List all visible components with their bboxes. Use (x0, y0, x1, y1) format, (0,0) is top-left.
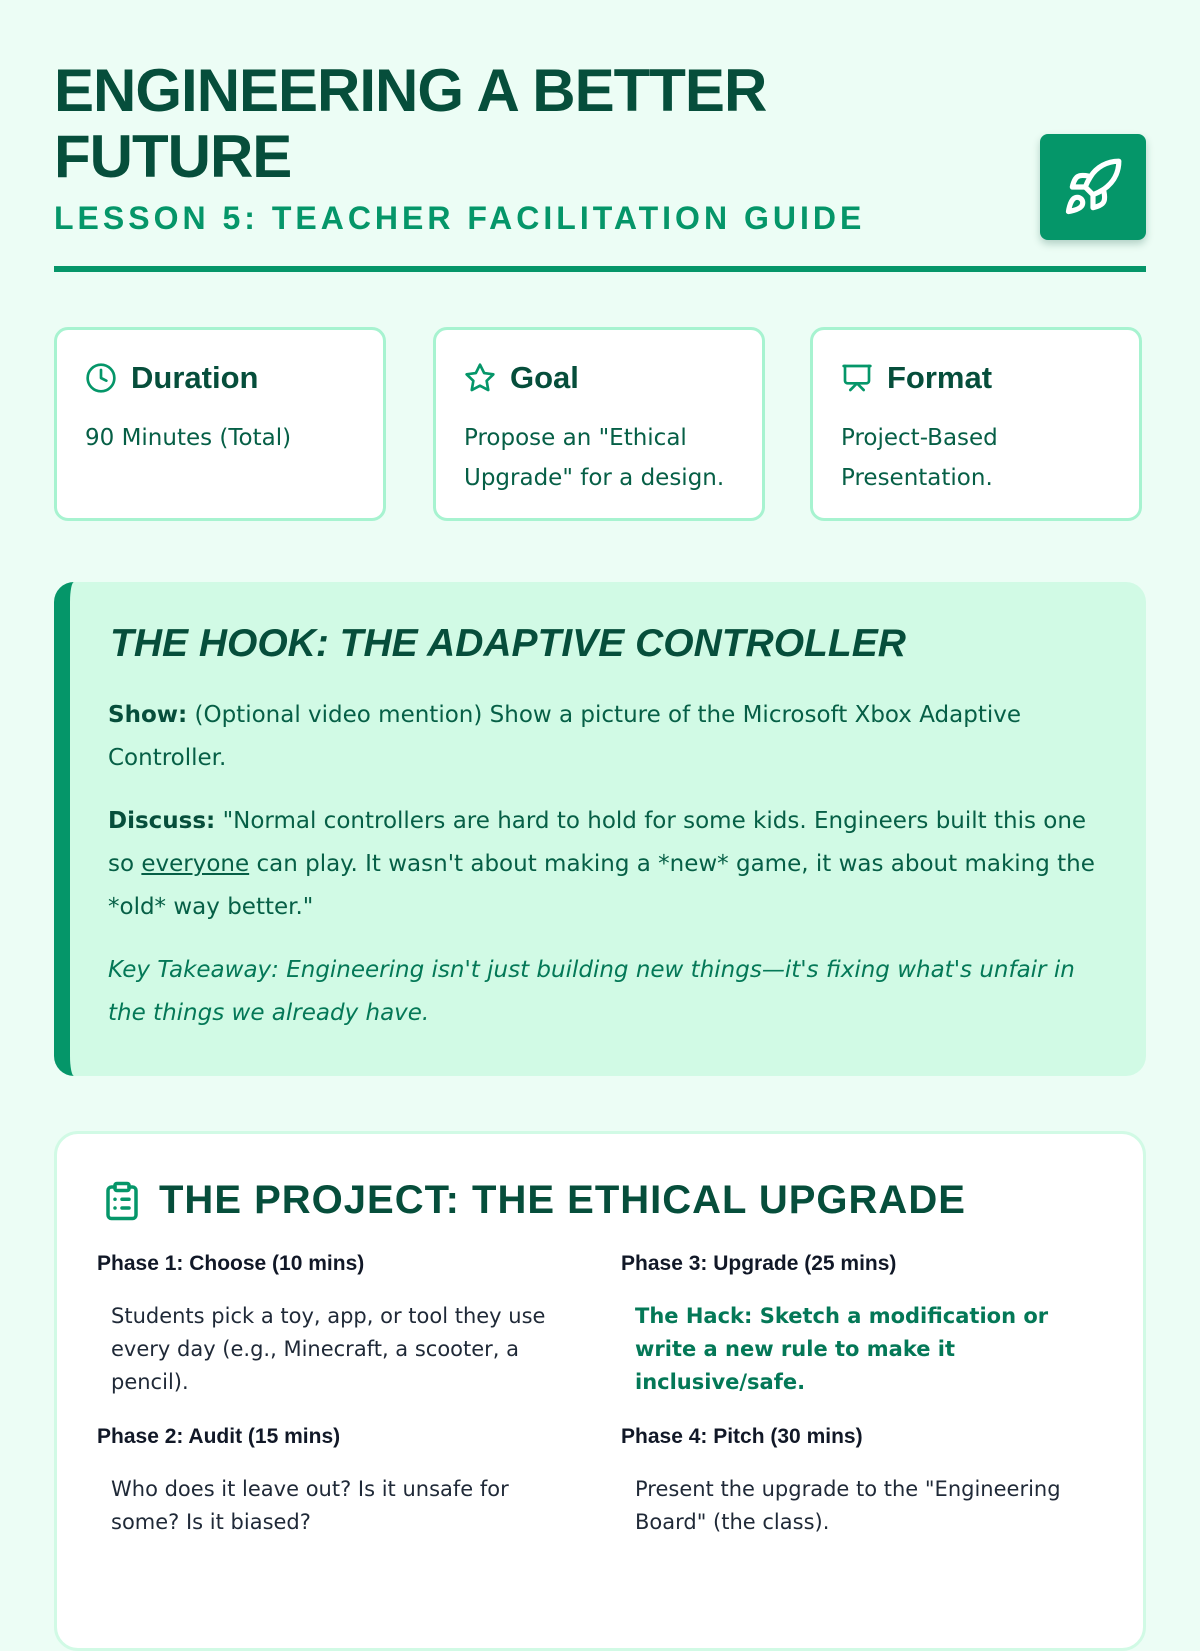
presentation-icon (841, 362, 873, 394)
card-format-title: Format (887, 360, 993, 395)
phase-3-label: Phase 3: Upgrade (25 mins) (621, 1252, 897, 1275)
summary-cards (54, 327, 1146, 527)
star-icon (464, 362, 496, 394)
card-goal-title: Goal (510, 360, 579, 395)
hook-body (108, 694, 1118, 1055)
phase-1-text: Students pick a toy, app, or tool they use every day (e.g., Minecraft, a scooter, a pencil). (111, 1304, 546, 1394)
page-title: ENGINEERING A BETTER FUTURE (54, 57, 767, 190)
phase-1-label: Phase 1: Choose (10 mins) (97, 1252, 365, 1275)
hook-discuss-label: Discuss: (108, 808, 216, 834)
rocket-icon (1062, 156, 1124, 218)
project-section (54, 1131, 1146, 1651)
project-title: THE PROJECT: THE ETHICAL UPGRADE (159, 1178, 966, 1222)
logo-badge (1040, 134, 1146, 240)
hook-discuss-text-2: can play. It wasn't about making a *new* game, it was about making the *old* way better." (108, 851, 1095, 920)
page-subtitle: LESSON 5: TEACHER FACILITATION GUIDE (54, 200, 866, 236)
hook-takeaway: Key Takeaway: Engineering isn't just building new things—it's fixing what's unfair in the things we already have. (108, 957, 1075, 1026)
card-goal-text: Propose an "Ethical Upgrade" for a design. (464, 425, 725, 491)
clipboard-icon (101, 1180, 143, 1222)
hook-section (54, 582, 1146, 1076)
card-duration-text: 90 Minutes (Total) (85, 425, 292, 451)
hook-show (108, 694, 1118, 780)
phase-3-text: The Hack: Sketch a modification or write a new rule to make it inclusive/safe. (635, 1304, 1049, 1394)
hook-show-text: (Optional video mention) Show a picture of the Microsoft Xbox Adaptive Controller. (108, 702, 1022, 771)
card-goal (433, 327, 765, 521)
phase-4-label: Phase 4: Pitch (30 mins) (621, 1425, 863, 1448)
header-divider (54, 266, 1146, 272)
phase-2-text: Who does it leave out? Is it unsafe for some? Is it biased? (111, 1477, 509, 1534)
card-format (810, 327, 1142, 521)
card-duration-title: Duration (131, 360, 259, 395)
project-column-left (97, 1252, 577, 1565)
hook-title: THE HOOK: THE ADAPTIVE CONTROLLER (110, 622, 906, 665)
card-duration (54, 327, 386, 521)
phase-2-label: Phase 2: Audit (15 mins) (97, 1425, 341, 1448)
hook-discuss-underlined: everyone (141, 851, 250, 877)
hook-discuss (108, 800, 1118, 929)
clock-icon (85, 362, 117, 394)
page-header (54, 58, 1146, 237)
hook-discuss-text-1: "Normal controllers are hard to hold for some kids. Engineers built this one so (108, 808, 1087, 877)
phase-4-text: Present the upgrade to the "Engineering Board" (the class). (635, 1477, 1061, 1534)
card-format-text: Project-Based Presentation. (841, 425, 998, 491)
project-column-right (621, 1252, 1101, 1565)
hook-show-label: Show: (108, 702, 188, 728)
